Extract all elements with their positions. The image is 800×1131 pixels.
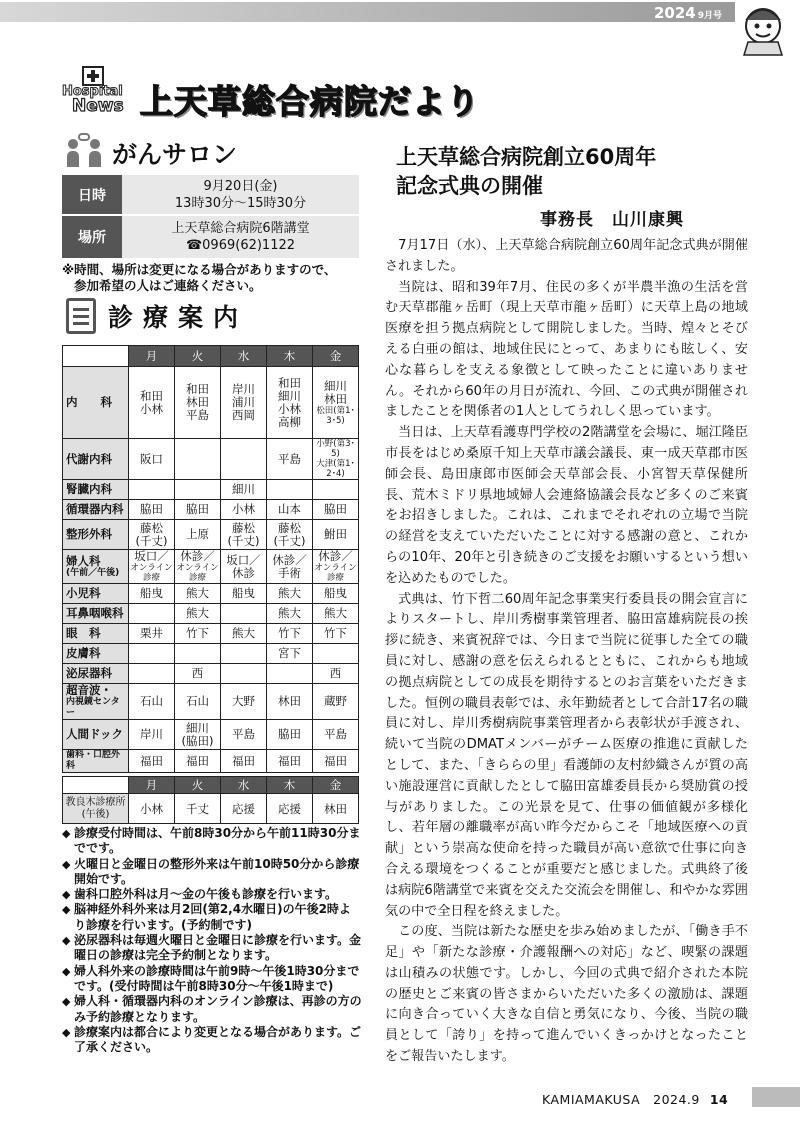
doctor-cell bbox=[221, 664, 267, 684]
note-item: ◆ 泌尿器科は毎週火曜日と金曜日に診療を行います。金曜日の診療は完全予約制となります。 bbox=[62, 933, 362, 964]
note-item: ◆ 婦人科外来の診療時間は午前9時〜午後1時30分までです。(受付時間は午前8時30分〜午後1時まで) bbox=[62, 964, 362, 995]
doctor-cell: 福田 bbox=[129, 750, 175, 773]
schedule-title: 診療案内 bbox=[108, 303, 249, 332]
doctor-cell: 藤松 (千丈) bbox=[129, 520, 175, 550]
doctor-cell: 林田 bbox=[313, 794, 359, 824]
salon-date: 9月20日(金) bbox=[203, 178, 278, 194]
doctor-cell: 熊大 bbox=[267, 584, 313, 604]
doctor-cell: 熊大 bbox=[175, 584, 221, 604]
article-paragraph: 7月17日（水）、上天草総合病院創立60周年記念式典が開催されました。 bbox=[385, 238, 748, 274]
schedule-table bbox=[62, 345, 359, 773]
day-header: 月 bbox=[129, 346, 175, 367]
doctor-cell: 脇田 bbox=[175, 500, 221, 520]
hospital-news-logo bbox=[62, 66, 128, 122]
doctor-cell bbox=[129, 644, 175, 664]
doctor-cell: 熊大 bbox=[221, 624, 267, 644]
doctor-cell: 船曳 bbox=[313, 584, 359, 604]
schedule-row bbox=[63, 604, 359, 624]
doctor-cell bbox=[313, 480, 359, 500]
department-name: 超音波・ 内視鏡センター bbox=[63, 684, 129, 720]
logo-text-news: News bbox=[72, 96, 124, 116]
doctor-cell: 坂口／ オンライン診療 bbox=[130, 549, 173, 583]
doctor-cell bbox=[313, 644, 359, 664]
document-list-icon bbox=[66, 298, 96, 334]
day-header: 火 bbox=[175, 346, 221, 367]
doctor-cell: 平島 bbox=[221, 720, 267, 750]
article-title-line: 上天草総合病院創立60周年 bbox=[396, 145, 657, 169]
corner-cell bbox=[63, 777, 129, 794]
schedule-row bbox=[63, 794, 359, 824]
doctor-cell bbox=[221, 604, 267, 624]
article-body bbox=[385, 236, 748, 1068]
note-line: 参加希望の人はご連絡ください。 bbox=[74, 277, 262, 293]
schedule-row bbox=[63, 720, 359, 750]
doctor-cell: 細川 bbox=[221, 480, 267, 500]
salon-value bbox=[122, 215, 359, 259]
doctor-cell: 竹下 bbox=[313, 624, 359, 644]
doctor-cell: 大野 bbox=[221, 684, 267, 720]
logo-text-hospital: Hospital bbox=[62, 84, 123, 99]
day-header: 木 bbox=[267, 777, 313, 794]
doctor-cell: 福田 bbox=[221, 750, 267, 773]
doctor-cell bbox=[267, 664, 313, 684]
doctor-cell bbox=[129, 664, 175, 684]
top-banner-bar bbox=[0, 2, 735, 22]
doctor-cell: 休診／ 手術 bbox=[267, 550, 313, 584]
people-talking-icon bbox=[64, 133, 106, 173]
doctor-cell bbox=[129, 604, 175, 624]
department-name: 小児科 bbox=[63, 584, 129, 604]
salon-value bbox=[122, 175, 359, 215]
salon-phone: ☎0969(62)1122 bbox=[185, 238, 296, 253]
branch-clinic-table bbox=[62, 776, 359, 824]
salon-key: 日時 bbox=[62, 175, 122, 215]
schedule-row bbox=[63, 439, 359, 480]
doctor-cell bbox=[175, 480, 221, 500]
doctor-cell: 休診／ オンライン診療 bbox=[314, 549, 357, 583]
department-name: 皮膚科 bbox=[63, 644, 129, 664]
schedule-row bbox=[63, 624, 359, 644]
doctor-cell: 藤松 (千丈) bbox=[267, 520, 313, 550]
doctor-cell: 福田 bbox=[175, 750, 221, 773]
article-paragraph: 当日は、上天草看護専門学校の2階講堂を会場に、堀江隆臣市長をはじめ桑原千知上天草市議会議長、東一成天草郡市医師会長、島田康郎市医師会天草部会長、小宮智天草保健所長、荒木ミドリ県地域婦人会連絡協議会長など多くのご来賓をお招きしました。これは、これまでそれぞれの立場で当院の経営を支えていただいたことに対する感謝の意と、これからの10年、20年と引き続きのご支援をお願いするという想いを込めたものでした。 bbox=[385, 425, 748, 586]
note-item: ◆ 脳神経外科外来は月2回(第2,4水曜日)の午後2時より診療を行います。(予約制です) bbox=[62, 902, 362, 933]
doctor-cell: 休診／ オンライン診療 bbox=[176, 549, 219, 583]
doctor-cell: 石山 bbox=[129, 684, 175, 720]
doctor-cell: 脇田 bbox=[267, 720, 313, 750]
doctor-cell: 和田 林田 平島 bbox=[175, 367, 221, 439]
article-byline: 事務長 山川康興 bbox=[540, 210, 684, 230]
doctor-cell: 小林 bbox=[129, 794, 175, 824]
doctor-cell bbox=[175, 644, 221, 664]
doctor-cell: 平島 bbox=[313, 720, 359, 750]
doctor-cell: 坂口／ 休診 bbox=[221, 550, 267, 584]
schedule-row bbox=[63, 664, 359, 684]
article-paragraph: 式典は、竹下哲二60周年記念事業実行委員長の開会宣言によりスタートし、岸川秀樹事業管理者、脇田富雄病院長の挨拶に続き、来賓祝辞では、今日まで当院に従事した全ての職員に対し、感謝の意を伝えられるとともに、これからも地域の拠点病院としての成長を期待するとのお言葉をいただきました。恒例の職員表彰では、永年勤続者として合計17名の職員に対し、岸川秀樹病院事業管理者から表彰状が手渡され、続いて当院のDMATメンバーがチーム医療の推進に貢献したとして、また、「きららの里」看護師の友村紗織さんが質の高い施設運営に貢献したとして脇田富雄委員長から奨励賞の授与がありました。この光景を見て、仕事の価値観が多様化し、若年層の離職率が高い昨今だからこそ「地域医療への貢献」という崇高な使命を持った職員が高い意欲で仕事に向き合える環境をつくることが重要だと感じました。式典終了後は病院6階講堂で来賓を交えた交流会を開催し、和やかな雰囲気の中で全日程を終えました。 bbox=[385, 591, 748, 919]
doctor-cell: 熊大 bbox=[313, 604, 359, 624]
schedule-row bbox=[63, 684, 359, 720]
doctor-cell bbox=[221, 439, 267, 480]
doctor-cell bbox=[129, 480, 175, 500]
doctor-cell: 船曳 bbox=[221, 584, 267, 604]
doctor-cell: 熊大 bbox=[175, 604, 221, 624]
article-paragraph: 当院は、昭和39年7月、住民の多くが半農半漁の生活を営む天草郡龍ヶ岳町（現上天草市龍ヶ岳町）に天草上島の地域医療を担う拠点病院として開院しました。当時、煌々とそびえる白亜の館は、地域住民にとって、あまりにも眩しく、安心な暮らしを支える象徴として映ったことに違いありません。それから60年の月日が流れ、今回、この式典が開催されましたことを関係者の1人としてうれしく思っています。 bbox=[385, 279, 748, 420]
corner-cell bbox=[63, 346, 129, 367]
department-name: 歯科・口腔外科 bbox=[63, 750, 129, 773]
salon-row-place bbox=[62, 215, 359, 259]
footer-text: KAMIAMAKUSA 2024.9 bbox=[542, 1092, 700, 1107]
salon-place: 上天草総合病院6階講堂 bbox=[171, 221, 310, 236]
day-header: 水 bbox=[221, 777, 267, 794]
salon-row-datetime bbox=[62, 175, 359, 215]
day-header: 金 bbox=[313, 777, 359, 794]
doctor-cell bbox=[221, 644, 267, 664]
schedule-row bbox=[63, 750, 359, 773]
doctor-cell: 山本 bbox=[267, 500, 313, 520]
article-paragraph: この度、当院は新たな歴史を歩み始めましたが、「働き手不足」や「新たな診療・介護報酬への対応」など、喫緊の課題は山積みの状態です。しかし、今回の式典で紹介された本院の歴史とご来賓の皆さまからいただいた多くの激励は、課題に向き合っていく大きな自信と勇気になり、今後、当院の職員として「誇り」を持って進んでいくきっかけとなったことをご報告いたします。 bbox=[385, 924, 748, 1065]
doctor-cell: 脇田 bbox=[313, 500, 359, 520]
doctor-cell: 千丈 bbox=[175, 794, 221, 824]
doctor-cell: 船曳 bbox=[129, 584, 175, 604]
doctor-cell: 細川 (脇田) bbox=[175, 720, 221, 750]
day-header: 火 bbox=[175, 777, 221, 794]
doctor-cell: 蔵野 bbox=[313, 684, 359, 720]
department-name: 内 科 bbox=[63, 367, 129, 439]
doctor-cell: 阪口 bbox=[129, 439, 175, 480]
department-name: 泌尿器科 bbox=[63, 664, 129, 684]
doctor-cell: 鮒田 bbox=[313, 520, 359, 550]
mascot-icon bbox=[732, 0, 794, 56]
day-header: 水 bbox=[221, 346, 267, 367]
doctor-cell: 熊大 bbox=[267, 604, 313, 624]
doctor-cell: 細川 林田 松田(第1･3･5) bbox=[313, 367, 359, 439]
doctor-cell: 西 bbox=[175, 664, 221, 684]
day-header: 金 bbox=[313, 346, 359, 367]
doctor-cell: 小林 bbox=[221, 500, 267, 520]
doctor-cell: 栗井 bbox=[129, 624, 175, 644]
doctor-cell: 脇田 bbox=[129, 500, 175, 520]
salon-title: がんサロン bbox=[112, 140, 238, 169]
issue-month: 9月号 bbox=[697, 11, 722, 21]
issue-year: 2024 bbox=[653, 4, 696, 22]
schedule-row bbox=[63, 644, 359, 664]
note-item: ◆ 歯科口腔外科は月〜金の午後も診療を行います。 bbox=[62, 887, 362, 902]
page-number: 14 bbox=[709, 1092, 729, 1107]
medical-cross-icon bbox=[82, 66, 104, 86]
schedule-header bbox=[66, 298, 248, 334]
notes-list bbox=[62, 826, 362, 1055]
issue-label bbox=[654, 4, 722, 22]
doctor-cell: 小野(第3･5) 大津(第1･2･4) bbox=[313, 439, 359, 480]
doctor-cell: 福田 bbox=[313, 750, 359, 773]
schedule-row bbox=[63, 584, 359, 604]
article-title bbox=[396, 143, 656, 201]
day-header: 木 bbox=[267, 346, 313, 367]
department-name: 耳鼻咽喉科 bbox=[63, 604, 129, 624]
doctor-cell: 和田 細川 小林 高柳 bbox=[267, 367, 313, 439]
schedule-row bbox=[63, 550, 359, 584]
department-name: 婦人科 (午前／午後) bbox=[63, 550, 129, 584]
note-line: ※時間、場所は変更になる場合がありますので、 bbox=[62, 262, 337, 277]
department-name: 人間ドック bbox=[63, 720, 129, 750]
note-item: ◆ 火曜日と金曜日の整形外来は午前10時50分から診療開始です。 bbox=[62, 857, 362, 888]
doctor-cell bbox=[267, 480, 313, 500]
schedule-row bbox=[63, 520, 359, 550]
note-item: ◆ 診療受付時間は、午前8時30分から午前11時30分までです。 bbox=[62, 826, 362, 857]
salon-time: 13時30分〜15時30分 bbox=[174, 195, 307, 211]
salon-note bbox=[62, 262, 362, 293]
note-item: ◆ 婦人科・循環器内科のオンライン診療は、再診の方のみ予約診療となります。 bbox=[62, 994, 362, 1025]
schedule-row bbox=[63, 480, 359, 500]
doctor-cell: 竹下 bbox=[175, 624, 221, 644]
doctor-cell: 岸川 浦川 西岡 bbox=[221, 367, 267, 439]
doctor-cell: 石山 bbox=[175, 684, 221, 720]
doctor-cell: 応援 bbox=[267, 794, 313, 824]
salon-header bbox=[64, 133, 237, 173]
note-item: ◆ 診療案内は都合により変更となる場合があります。ご了承ください。 bbox=[62, 1025, 362, 1056]
doctor-cell: 応援 bbox=[221, 794, 267, 824]
doctor-cell: 平島 bbox=[267, 439, 313, 480]
footer bbox=[542, 1090, 728, 1108]
department-name: 眼 科 bbox=[63, 624, 129, 644]
schedule-row bbox=[63, 500, 359, 520]
doctor-cell: 宮下 bbox=[267, 644, 313, 664]
department-name: 循環器内科 bbox=[63, 500, 129, 520]
salon-key: 場所 bbox=[62, 215, 122, 259]
doctor-cell: 竹下 bbox=[267, 624, 313, 644]
top-banner bbox=[0, 0, 800, 22]
doctor-cell: 西 bbox=[313, 664, 359, 684]
page-title: 上天草総合病院だより bbox=[140, 82, 480, 121]
footer-bar bbox=[752, 1087, 800, 1107]
article-title-line: 記念式典の開催 bbox=[396, 174, 543, 198]
doctor-cell: 上原 bbox=[175, 520, 221, 550]
doctor-cell: 藤松 (千丈) bbox=[221, 520, 267, 550]
department-name: 教良木診療所 (午後) bbox=[63, 794, 129, 824]
doctor-cell: 福田 bbox=[267, 750, 313, 773]
doctor-cell: 和田 小林 bbox=[129, 367, 175, 439]
doctor-cell bbox=[175, 439, 221, 480]
doctor-cell: 林田 bbox=[267, 684, 313, 720]
department-name: 代謝内科 bbox=[63, 439, 129, 480]
doctor-cell: 岸川 bbox=[129, 720, 175, 750]
schedule-row bbox=[63, 367, 359, 439]
department-name: 整形外科 bbox=[63, 520, 129, 550]
department-name: 腎臓内科 bbox=[63, 480, 129, 500]
salon-info-table bbox=[62, 175, 359, 260]
day-header: 月 bbox=[129, 777, 175, 794]
